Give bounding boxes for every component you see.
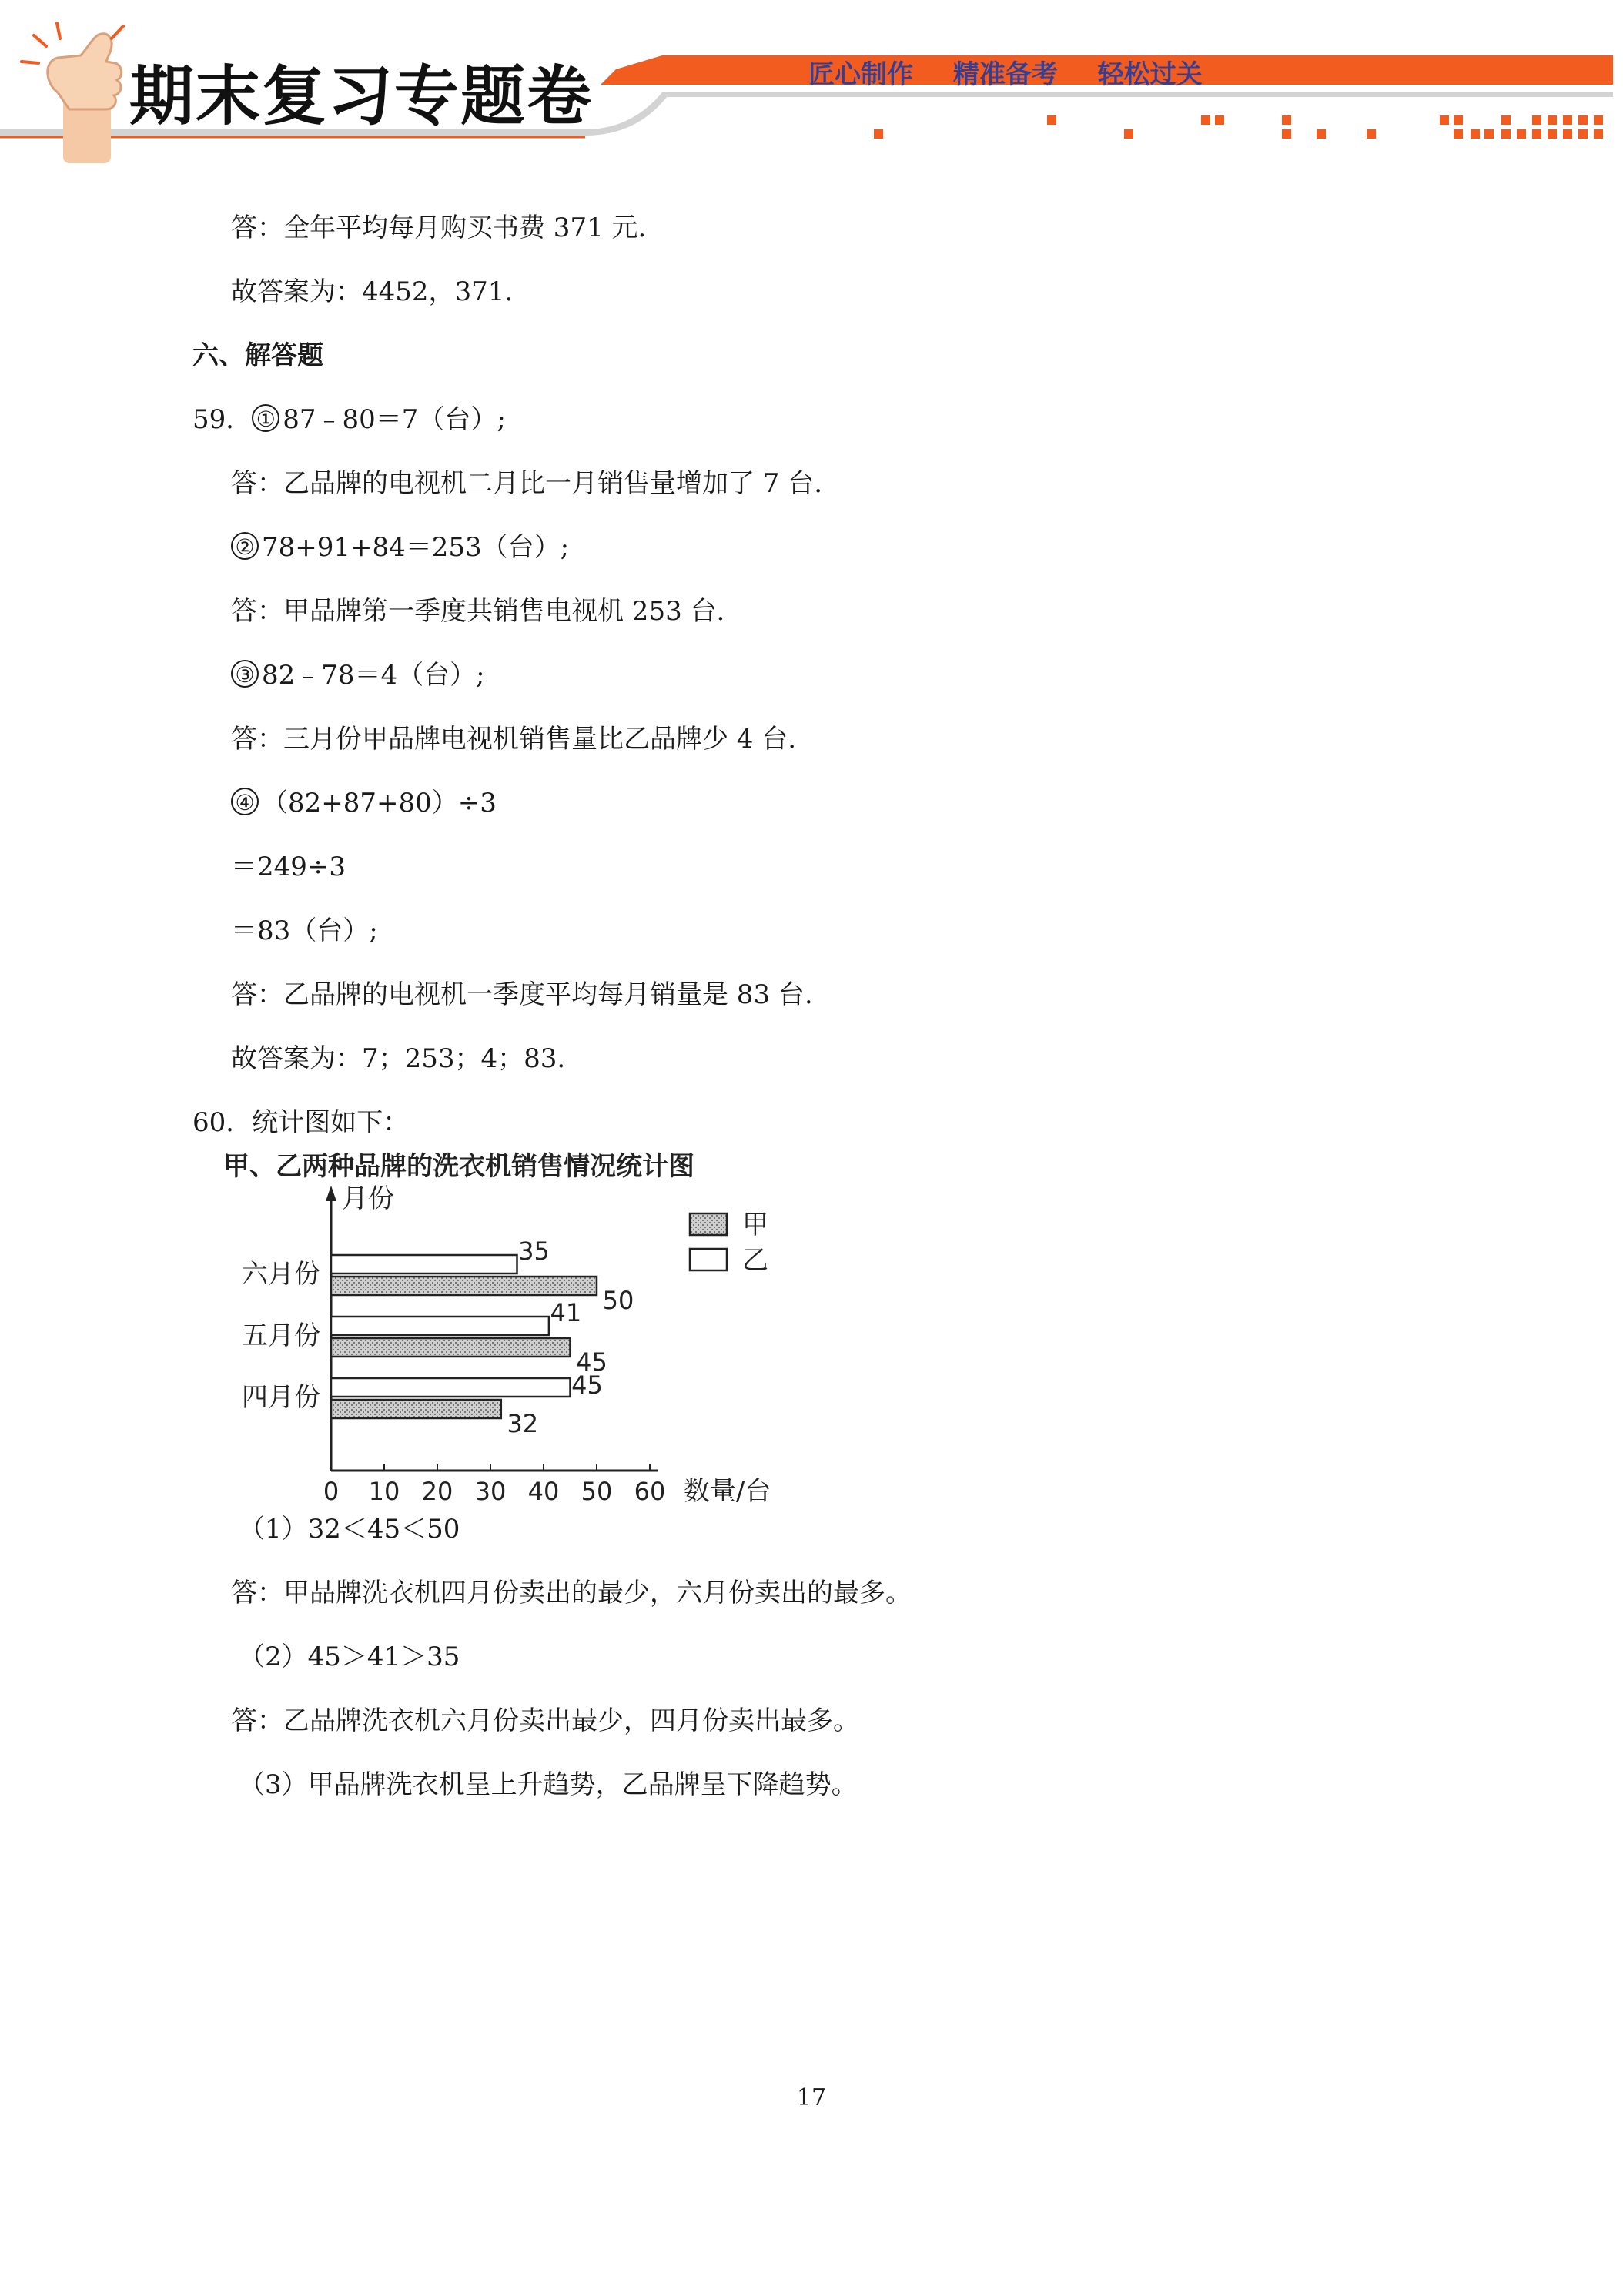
expression: 78+91+84＝253（台）; xyxy=(262,532,570,563)
data-label-jia: 32 xyxy=(507,1409,539,1438)
circled-number: ④ xyxy=(231,788,259,815)
x-tick-label: 40 xyxy=(527,1477,560,1506)
x-tick-label: 10 xyxy=(368,1477,400,1506)
answer-line: 答：全年平均每月购买书费 371 元. xyxy=(231,213,647,243)
category-label: 六月份 xyxy=(242,1259,320,1290)
x-tick-label: 50 xyxy=(581,1477,613,1506)
expression: 82﹣78＝4（台）; xyxy=(262,660,485,691)
question-59-part3 xyxy=(231,657,485,694)
analysis-line: （2）45＞41＞35 xyxy=(239,1642,460,1672)
analysis-line: （3）甲品牌洗衣机呈上升趋势，乙品牌呈下降趋势。 xyxy=(239,1769,858,1800)
chart-title: 甲、乙两种品牌的洗衣机销售情况统计图 xyxy=(223,1151,694,1182)
question-number: 59． xyxy=(192,404,253,435)
slogan-3: 轻松过关 xyxy=(1097,59,1203,90)
answer-line: 答：三月份甲品牌电视机销售量比乙品牌少 4 台. xyxy=(231,724,797,755)
page-header xyxy=(0,0,1623,166)
y-axis-arrow xyxy=(326,1186,336,1201)
thumbs-up-icon xyxy=(22,23,123,163)
x-tick-label: 20 xyxy=(421,1477,453,1506)
circled-number: ② xyxy=(231,532,259,560)
data-label-jia: 45 xyxy=(576,1347,607,1377)
answer-line: 答：乙品牌的电视机一季度平均每月销量是 83 台. xyxy=(231,979,813,1010)
data-label-yi: 41 xyxy=(550,1298,582,1327)
legend-label-yi: 乙 xyxy=(742,1245,768,1276)
answer-line: 答：乙品牌洗衣机六月份卖出最少，四月份卖出最多。 xyxy=(231,1705,859,1736)
bar-jia xyxy=(331,1400,501,1418)
expression-line: ＝249÷3 xyxy=(231,852,346,882)
header-pixel-decoration xyxy=(874,115,1603,139)
question-59-part1 xyxy=(192,401,506,438)
legend-swatch-yi xyxy=(690,1249,727,1270)
chart-svg xyxy=(223,1147,808,1507)
expression: （82+87+80）÷3 xyxy=(262,788,497,818)
section-heading: 六、解答题 xyxy=(192,340,323,371)
slogan-2: 精准备考 xyxy=(952,59,1058,90)
bar-jia xyxy=(331,1277,597,1295)
answer-line: 故答案为：4452，371. xyxy=(231,276,514,307)
x-axis-label: 数量/台 xyxy=(684,1476,771,1507)
x-tick-label: 30 xyxy=(474,1477,507,1506)
answer-line: 故答案为：7；253；4；83. xyxy=(231,1043,566,1074)
legend-swatch-jia xyxy=(690,1213,727,1235)
bar-jia xyxy=(331,1338,571,1357)
header-slogan xyxy=(808,55,1233,94)
data-label-jia: 50 xyxy=(602,1286,634,1315)
x-tick-label: 0 xyxy=(323,1477,340,1506)
page-number: 17 xyxy=(796,2084,827,2111)
y-axis-label: 月份 xyxy=(342,1183,394,1214)
expression-line: ＝83（台）; xyxy=(231,915,378,946)
circled-number: ③ xyxy=(231,660,259,688)
bar-chart xyxy=(223,1147,808,1507)
question-60: 60．统计图如下： xyxy=(192,1107,410,1138)
question-59-part2 xyxy=(231,529,569,566)
data-label-yi: 35 xyxy=(518,1237,550,1266)
answer-line: 答：甲品牌第一季度共销售电视机 253 台. xyxy=(231,596,725,627)
expression: 87﹣80＝7（台）; xyxy=(283,404,506,435)
slogan-1: 匠心制作 xyxy=(808,59,913,90)
legend-label-jia: 甲 xyxy=(742,1210,768,1240)
category-label: 四月份 xyxy=(242,1382,320,1413)
data-label-yi: 45 xyxy=(571,1371,603,1400)
bar-yi xyxy=(331,1378,571,1397)
question-59-part4 xyxy=(231,785,497,822)
answer-line: 答：甲品牌洗衣机四月份卖出的最少，六月份卖出的最多。 xyxy=(231,1578,912,1608)
category-label: 五月份 xyxy=(242,1320,320,1351)
bar-yi xyxy=(331,1255,517,1274)
header-title: 期末复习专题卷 xyxy=(129,59,594,134)
circled-number: ① xyxy=(252,404,279,432)
bar-yi xyxy=(331,1317,549,1335)
analysis-line: （1）32＜45＜50 xyxy=(239,1514,460,1545)
answer-line: 答：乙品牌的电视机二月比一月销售量增加了 7 台. xyxy=(231,468,823,499)
x-tick-label: 60 xyxy=(634,1477,666,1506)
